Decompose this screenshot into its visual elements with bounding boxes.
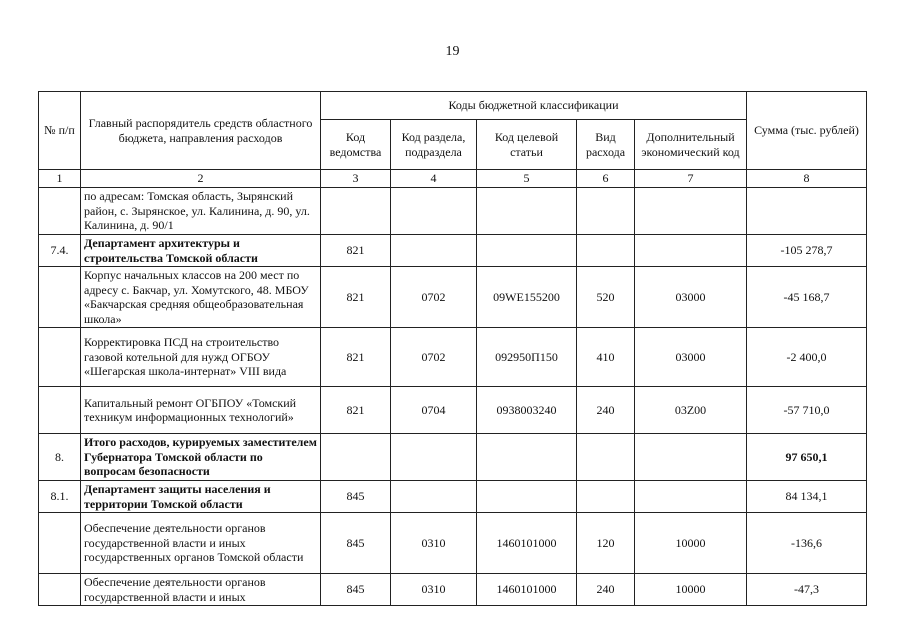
row-no [39, 188, 81, 235]
row-dept: 821 [321, 328, 391, 387]
row-extra: 10000 [635, 513, 747, 574]
row-extra [635, 434, 747, 481]
row-section: 0704 [391, 387, 477, 434]
row-no [39, 513, 81, 574]
table-row [39, 481, 867, 513]
row-sum: -105 278,7 [747, 235, 867, 267]
row-sum: -57 710,0 [747, 387, 867, 434]
row-dept: 821 [321, 387, 391, 434]
row-dept [321, 434, 391, 481]
table-row [39, 328, 867, 387]
header-type: Вид расхода [577, 120, 635, 170]
row-type [577, 434, 635, 481]
row-target: 1460101000 [477, 574, 577, 606]
row-no [39, 574, 81, 606]
row-name: Департамент защиты населения и территории Томской области [81, 481, 321, 513]
row-name: Капитальный ремонт ОГБПОУ «Томский техникум информационных технологий» [81, 387, 321, 434]
col-number: 5 [477, 170, 577, 188]
header-dept: Код ведомства [321, 120, 391, 170]
row-target: 092950П150 [477, 328, 577, 387]
row-section: 0702 [391, 267, 477, 328]
row-target: 1460101000 [477, 513, 577, 574]
row-extra [635, 235, 747, 267]
row-target [477, 434, 577, 481]
row-section [391, 235, 477, 267]
row-name: по адресам: Томская область, Зырянский район, с. Зырянское, ул. Калинина, д. 90, ул. Калинина, д. 90/1 [81, 188, 321, 235]
row-dept [321, 188, 391, 235]
row-target [477, 188, 577, 235]
row-no: 8.1. [39, 481, 81, 513]
row-name: Департамент архитектуры и строительства Томской области [81, 235, 321, 267]
table-row [39, 188, 867, 235]
budget-table [38, 91, 867, 606]
table-row [39, 267, 867, 328]
table-row [39, 235, 867, 267]
row-type: 120 [577, 513, 635, 574]
page-number: 19 [445, 44, 460, 59]
row-name: Обеспечение деятельности органов государственной власти и иных государственных органов Томской области [81, 513, 321, 574]
row-section [391, 481, 477, 513]
row-extra [635, 481, 747, 513]
col-number: 8 [747, 170, 867, 188]
row-dept: 845 [321, 513, 391, 574]
row-no [39, 387, 81, 434]
row-target [477, 481, 577, 513]
header-target: Код целевой статьи [477, 120, 577, 170]
row-target [477, 235, 577, 267]
header-no: № п/п [39, 92, 81, 170]
table-row [39, 574, 867, 606]
row-name: Итого расходов, курируемых заместителем Губернатора Томской области по вопросам безопасности [81, 434, 321, 481]
row-dept: 821 [321, 235, 391, 267]
row-type [577, 235, 635, 267]
col-number: 2 [81, 170, 321, 188]
row-type [577, 481, 635, 513]
col-number: 4 [391, 170, 477, 188]
row-target: 0938003240 [477, 387, 577, 434]
row-section [391, 188, 477, 235]
header-row-top [39, 92, 867, 120]
row-sum: 97 650,1 [747, 434, 867, 481]
header-codes-group: Коды бюджетной классификации [321, 92, 747, 120]
row-type: 520 [577, 267, 635, 328]
col-number: 6 [577, 170, 635, 188]
row-no [39, 267, 81, 328]
row-no: 8. [39, 434, 81, 481]
row-section: 0702 [391, 328, 477, 387]
header-section: Код раздела, подраздела [391, 120, 477, 170]
row-sum: 84 134,1 [747, 481, 867, 513]
col-number: 3 [321, 170, 391, 188]
row-section: 0310 [391, 574, 477, 606]
row-dept: 845 [321, 481, 391, 513]
row-name: Обеспечение деятельности органов государственной власти и иных [81, 574, 321, 606]
row-type: 240 [577, 387, 635, 434]
row-dept: 845 [321, 574, 391, 606]
row-name: Корректировка ПСД на строительство газовой котельной для нужд ОГБОУ «Шегарская школа-интернат» VIII вида [81, 328, 321, 387]
row-section: 0310 [391, 513, 477, 574]
table-row [39, 434, 867, 481]
row-extra: 03000 [635, 328, 747, 387]
col-number: 7 [635, 170, 747, 188]
row-extra: 03Z00 [635, 387, 747, 434]
row-dept: 821 [321, 267, 391, 328]
row-type: 240 [577, 574, 635, 606]
row-extra: 03000 [635, 267, 747, 328]
row-sum: -2 400,0 [747, 328, 867, 387]
header-sum: Сумма (тыс. рублей) [747, 92, 867, 170]
header-name: Главный распорядитель средств областного бюджета, направления расходов [81, 92, 321, 170]
row-target: 09WE155200 [477, 267, 577, 328]
row-no: 7.4. [39, 235, 81, 267]
col-number: 1 [39, 170, 81, 188]
row-type: 410 [577, 328, 635, 387]
row-name: Корпус начальных классов на 200 мест по адресу с. Бакчар, ул. Хомутского, 48. МБОУ «Бакчарская средняя общеобразовательная школа» [81, 267, 321, 328]
row-section [391, 434, 477, 481]
table-row [39, 513, 867, 574]
row-sum: -47,3 [747, 574, 867, 606]
row-sum: -45 168,7 [747, 267, 867, 328]
header-extra: Дополнительный экономический код [635, 120, 747, 170]
row-type [577, 188, 635, 235]
row-extra [635, 188, 747, 235]
row-extra: 10000 [635, 574, 747, 606]
row-sum: -136,6 [747, 513, 867, 574]
row-no [39, 328, 81, 387]
column-number-row [39, 170, 867, 188]
row-sum [747, 188, 867, 235]
table-row [39, 387, 867, 434]
